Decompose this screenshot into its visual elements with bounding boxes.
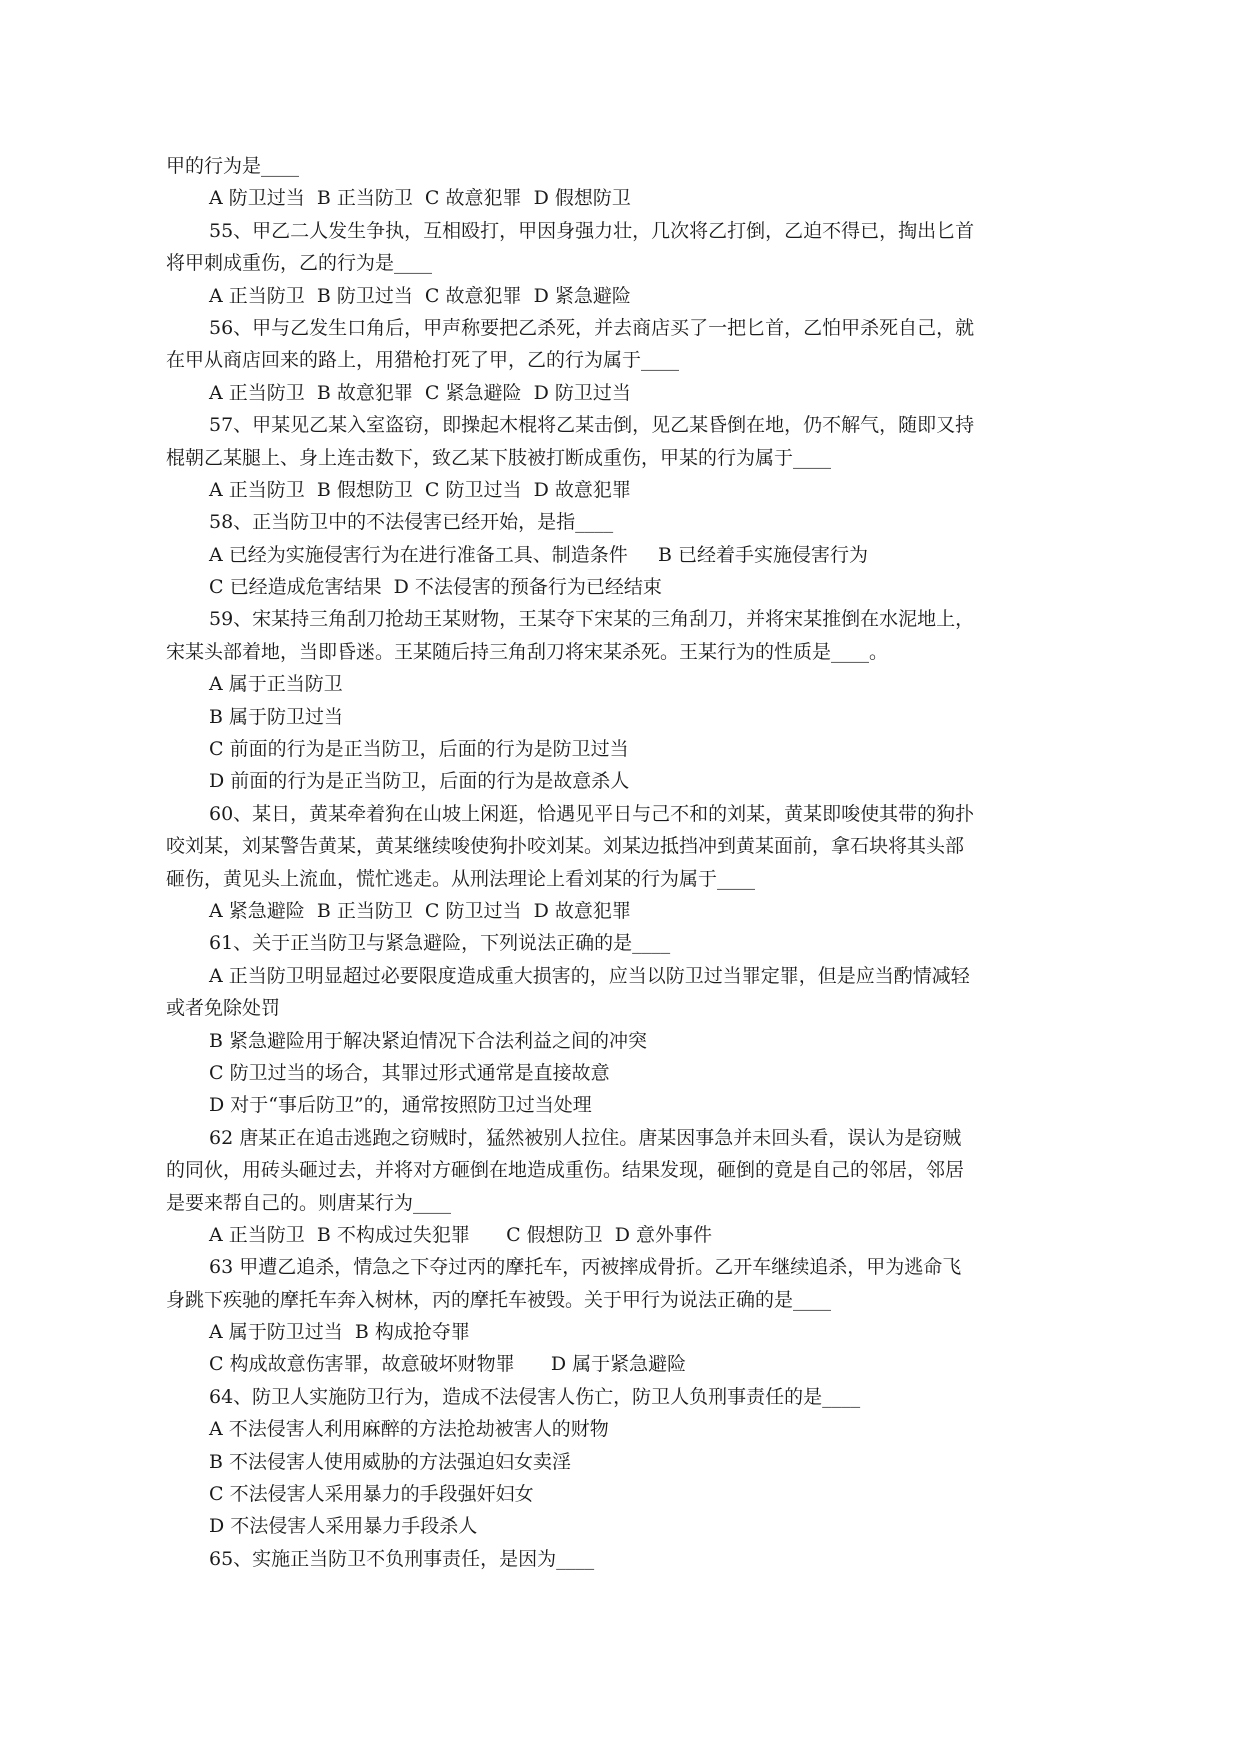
text-line: 58、正当防卫中的不法侵害已经开始，是指____: [209, 511, 614, 534]
text-line: 55、甲乙二人发生争执，互相殴打，甲因身强力壮，几次将乙打倒，乙迫不得已，掏出匕首: [209, 219, 975, 242]
text-line: 砸伤，黄见头上流血，慌忙逃走。从刑法理论上看刘某的行为属于____: [166, 867, 756, 890]
text-line: 宋某头部着地，当即昏迷。王某随后持三角刮刀将宋某杀死。王某行为的性质是____。: [166, 640, 889, 663]
text-line: 65、实施正当防卫不负刑事责任，是因为____: [209, 1547, 595, 1570]
text-line: A 正当防卫 B 假想防卫 C 防卫过当 D 故意犯罪: [209, 478, 631, 501]
text-line: 63 甲遭乙追杀，情急之下夺过丙的摩托车，丙被摔成骨折。乙开车继续追杀，甲为逃命飞: [209, 1256, 962, 1279]
text-line: A 紧急避险 B 正当防卫 C 防卫过当 D 故意犯罪: [209, 899, 631, 922]
text-line: A 属于防卫过当 B 构成抢夺罪: [209, 1321, 470, 1344]
text-line: A 正当防卫 B 故意犯罪 C 紧急避险 D 防卫过当: [209, 381, 631, 404]
text-line: C 防卫过当的场合，其罪过形式通常是直接故意: [209, 1061, 610, 1084]
text-line: A 属于正当防卫: [209, 673, 343, 696]
text-line: D 不法侵害人采用暴力手段杀人: [209, 1515, 478, 1538]
text-line: 62 唐某正在追击逃跑之窃贼时，猛然被别人拉住。唐某因事急并未回头看，误认为是窃贼: [209, 1126, 962, 1149]
text-line: B 紧急避险用于解决紧迫情况下合法利益之间的冲突: [209, 1029, 648, 1052]
text-line: 甲的行为是____: [166, 155, 300, 177]
text-line: D 对于“事后防卫”的，通常按照防卫过当处理: [209, 1094, 592, 1117]
text-line: D 前面的行为是正当防卫，后面的行为是故意杀人: [209, 770, 630, 793]
text-line: 是要来帮自己的。则唐某行为____: [166, 1191, 452, 1214]
text-line: 将甲刺成重伤，乙的行为是____: [166, 252, 433, 275]
text-line: 60、某日，黄某牵着狗在山坡上闲逛，恰遇见平日与己不和的刘某，黄某即唆使其带的狗扑: [209, 802, 975, 825]
text-line: C 不法侵害人采用暴力的手段强奸妇女: [209, 1483, 534, 1506]
text-line: B 属于防卫过当: [209, 705, 344, 728]
text-line: A 已经为实施侵害行为在进行准备工具、制造条件 B 已经着手实施侵害行为: [209, 543, 868, 566]
text-line: A 正当防卫 B 防卫过当 C 故意犯罪 D 紧急避险: [209, 284, 631, 307]
text-line: 的同伙，用砖头砸过去，并将对方砸倒在地造成重伤。结果发现，砸倒的竟是自己的邻居，邻居: [166, 1159, 965, 1182]
text-line: A 不法侵害人利用麻醉的方法抢劫被害人的财物: [209, 1418, 609, 1441]
text-line: 59、宋某持三角刮刀抢劫王某财物，王某夺下宋某的三角刮刀，并将宋某推倒在水泥地上，: [209, 608, 975, 631]
text-line: 身跳下疾驰的摩托车奔入树林，丙的摩托车被毁。关于甲行为说法正确的是____: [166, 1288, 832, 1311]
question-text-body: [166, 150, 1086, 1575]
text-line: C 前面的行为是正当防卫，后面的行为是防卫过当: [209, 738, 629, 761]
text-line: 咬刘某，刘某警告黄某，黄某继续唆使狗扑咬刘某。刘某边抵挡冲到黄某面前，拿石块将其头部: [166, 835, 965, 858]
text-line: A 正当防卫明显超过必要限度造成重大损害的，应当以防卫过当罪定罪，但是应当酌情减轻: [209, 964, 970, 987]
text-line: B 不法侵害人使用威胁的方法强迫妇女卖淫: [209, 1450, 572, 1473]
text-line: C 构成故意伤害罪，故意破坏财物罪 D 属于紧急避险: [209, 1353, 687, 1376]
text-line: 57、甲某见乙某入室盗窃，即操起木棍将乙某击倒，见乙某昏倒在地，仍不解气，随即又持: [209, 414, 975, 437]
text-line: 或者免除处罚: [166, 997, 281, 1020]
text-line: 棍朝乙某腿上、身上连击数下，致乙某下肢被打断成重伤，甲某的行为属于____: [166, 446, 832, 469]
text-line: 61、关于正当防卫与紧急避险，下列说法正确的是____: [209, 932, 671, 955]
text-line: 在甲从商店回来的路上，用猎枪打死了甲，乙的行为属于____: [166, 349, 680, 372]
text-line: A 正当防卫 B 不构成过失犯罪 C 假想防卫 D 意外事件: [209, 1223, 713, 1246]
text-line: 56、甲与乙发生口角后，甲声称要把乙杀死，并去商店买了一把匕首，乙怕甲杀死自己，就: [209, 316, 975, 339]
text-line: A 防卫过当 B 正当防卫 C 故意犯罪 D 假想防卫: [209, 187, 631, 210]
text-line: C 已经造成危害结果 D 不法侵害的预备行为已经结束: [209, 576, 662, 599]
text-line: 64、防卫人实施防卫行为，造成不法侵害人伤亡，防卫人负刑事责任的是____: [209, 1385, 861, 1408]
